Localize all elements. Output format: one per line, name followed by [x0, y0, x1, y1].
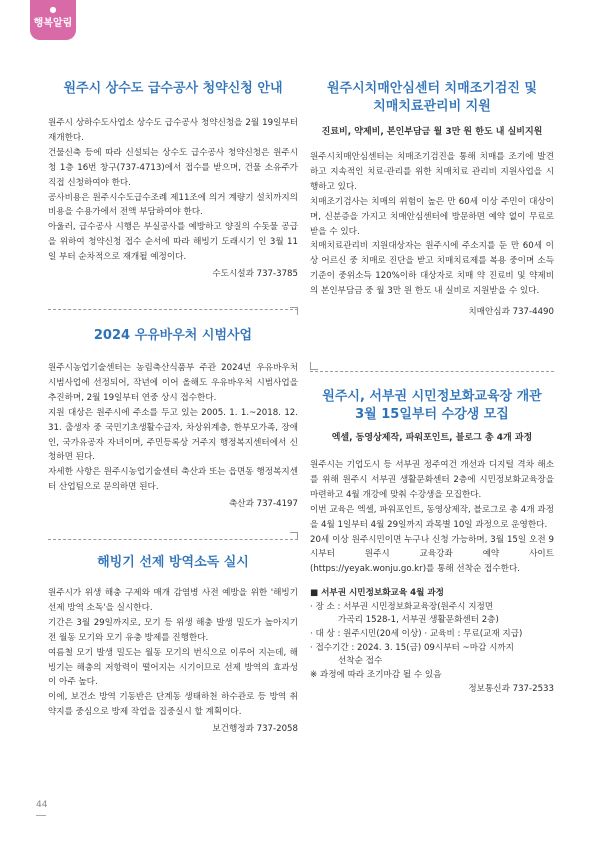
article-paragraph: 기간은 3월 29일까지로, 모기 등 위생 해충 발생 밀도가 높아지기 전 월동 모기와 모기 유충 방제를 진행한다. [48, 617, 298, 643]
article-paragraph: 지원 대상은 원주시에 주소를 두고 있는 2005. 1. 1.~2018. 12. 31. 출생자 중 국민기초생활수급자, 차상위계층, 한부모가족, 장애인, 국가유공자 자녀이며, 주민등록상 거주지 행정복지센터에서 신청하면 된다. [48, 407, 298, 463]
article-body [48, 586, 298, 720]
article-paragraph: 이에, 보건소 방역 기동반은 단계동 생태하천 하수관로 등 방역 취약지를 중심으로 방제 작업을 집중실시 할 계획이다. [48, 692, 298, 718]
article-contact: 치매안심과 737-4490 [468, 307, 554, 318]
article-paragraph: 20세 이상 원주시민이면 누구나 신청 가능하며, 3월 15일 오전 9시부터 원주시 교육강좌 예약 사이트(https://yeyak.wonju.go.kr)를 통해 선착순 접수한다. [310, 534, 554, 575]
dementia-article [310, 80, 554, 365]
article-paragraph: 치매조기검사는 치매의 위험이 높은 만 60세 이상 주민이 대상이며, 신분증을 가지고 치매안심센터에 방문하면 예약 없이 무료로 받을 수 있다. [310, 196, 554, 237]
article-contact: 보건행정과 737-2058 [212, 724, 298, 735]
section-divider [48, 539, 298, 540]
article-paragraph: 치매치료관리비 지원대상자는 원주시에 주소지를 둔 만 60세 이상 어르신 중 치매로 진단을 받고 치매치료제를 복용 중이며 소득기준이 중위소득 120%이하 대상자로 치매 약 진료비 및 약제비의 본인부담금 중 월 3만 원 한도 내 실비로 지원받을 수 있다. [310, 241, 554, 297]
article-title [310, 80, 554, 116]
disinfection-article [48, 554, 298, 736]
water-supply-article [48, 80, 298, 300]
title-line: 치매치료관리비 지원 [373, 99, 491, 114]
article-subtitle: 엑셀, 동영상제작, 파워포인트, 블로그 총 4개 과정 [331, 433, 533, 443]
article-contact: 정보통신과 737-2533 [468, 684, 554, 695]
article-paragraph: 건물신축 등에 따라 신설되는 상수도 급수공사 청약신청은 원주시청 1층 16번 창구(737-4713)에서 접수를 받으며, 건물 소유주가 직접 신청하여야 한다. [48, 147, 298, 188]
corner-mark [290, 532, 298, 540]
article-contact: 수도시설과 737-3785 [212, 269, 298, 280]
education-center-article [310, 388, 554, 696]
course-info-list [310, 587, 554, 682]
list-heading: ■ 서부권 시민정보화교육 4월 과정 [310, 588, 444, 599]
title-line: 원주시, 서부권 시민정보화교육장 개관 [322, 389, 542, 404]
title-line: 원주시치매안심센터 치매조기검진 및 [327, 81, 537, 96]
section-divider [310, 371, 554, 372]
article-body [310, 150, 554, 299]
article-paragraph: 이번 교육은 엑셀, 파워포인트, 동영상제작, 블로그로 총 4개 과정을 4월 1일부터 4월 29일까지 과목별 10일 과정으로 운영한다. [310, 504, 554, 530]
tab-label: 행복알림 [33, 18, 73, 29]
article-title: 2024 우유바우처 시범사업 [93, 328, 253, 343]
section-divider [48, 309, 298, 310]
list-item: · 접수기간 : 2024. 3. 15(금) 09시부터 ~마감 시까지 [310, 642, 514, 653]
article-paragraph: 원주시 상하수도사업소 상수도 급수공사 청약신청을 2월 19일부터 재개한다. [48, 118, 298, 143]
corner-mark [290, 307, 298, 315]
article-body [48, 116, 298, 265]
article-title [310, 388, 554, 424]
article-paragraph: 아울러, 급수공사 시행은 부실공사를 예방하고 양질의 수돗물 공급을 위하여 청약신청 접수 순서에 따라 해빙기 도래시기 인 3월 11일 부터 순차적으로 재개될 예정이다. [48, 222, 298, 263]
milk-voucher-article [48, 327, 298, 535]
list-item-continued: 선착순 접수 [338, 656, 383, 667]
article-body [310, 458, 554, 577]
article-title: 원주시 상수도 급수공사 청약신청 안내 [63, 81, 283, 96]
article-paragraph: 자세한 사항은 원주시농업기술센터 축산과 또는 읍면동 행정복지센터 산업팀으로 문의하면 된다. [48, 467, 298, 493]
left-column [48, 70, 298, 736]
article-body [48, 361, 298, 495]
list-item-continued: 가곡리 1528-1, 서부권 생활문화센터 2층) [338, 615, 499, 626]
article-paragraph: 원주시가 위생 해충 구제와 매개 감염병 사전 예방을 위한 '해빙기 선제 방역 소독'을 실시한다. [48, 588, 298, 613]
tab-dot-icon: ● [49, 5, 57, 14]
title-line: 3월 15일부터 수강생 모집 [355, 407, 509, 422]
article-paragraph: 원주시치매안심센터는 치매조기검진을 통해 치매를 조기에 발견하고 지속적인 치료·관리를 위한 치매치료 관리비 지원사업을 시행하고 있다. [310, 152, 554, 192]
list-note: ※ 과정에 따라 조기마감 될 수 있음 [310, 669, 442, 680]
article-paragraph: 여름철 모기 발생 밀도는 월동 모기의 번식으로 이루어 지는데, 해빙기는 해충의 저항력이 떨어지는 시기이므로 선제 방역의 효과성이 아주 높다. [48, 647, 298, 688]
section-tab [30, 0, 76, 40]
article-title: 해빙기 선제 방역소독 실시 [97, 555, 249, 570]
article-paragraph: 공사비용은 원주시수도급수조례 제11조에 의거 계량기 설치까지의 비용을 수용가에서 전액 부담하여야 한다. [48, 192, 298, 218]
list-item: · 대 상 : 원주시민(20세 이상) · 교육비 : 무료(교재 지급) [310, 629, 523, 640]
article-paragraph: 원주시농업기술센터는 농림축산식품부 주관 2024년 우유바우처 시범사업에 선정되어, 작년에 이어 올해도 우유바우처 시범사업을 추진하며, 2월 19일부터 연중 상시 접수한다. [48, 363, 298, 403]
page-number-rule [36, 815, 46, 816]
article-subtitle: 진료비, 약제비, 본인부담금 월 3만 원 한도 내 실비지원 [321, 127, 543, 137]
page-number: 44 [36, 800, 48, 810]
article-paragraph: 원주시는 기업도시 등 서부권 정주여건 개선과 디지털 격차 해소를 위해 원주시 서부권 생활문화센터 2층에 시민정보화교육장을 마련하고 4월 개강에 맞춰 수강생을 모집한다. [310, 460, 554, 500]
article-contact: 축산과 737-4197 [228, 499, 298, 510]
corner-mark [310, 362, 318, 370]
list-item: · 장 소 : 서부권 시민정보화교육장(원주시 지정면 [310, 601, 494, 612]
right-column [310, 70, 554, 696]
